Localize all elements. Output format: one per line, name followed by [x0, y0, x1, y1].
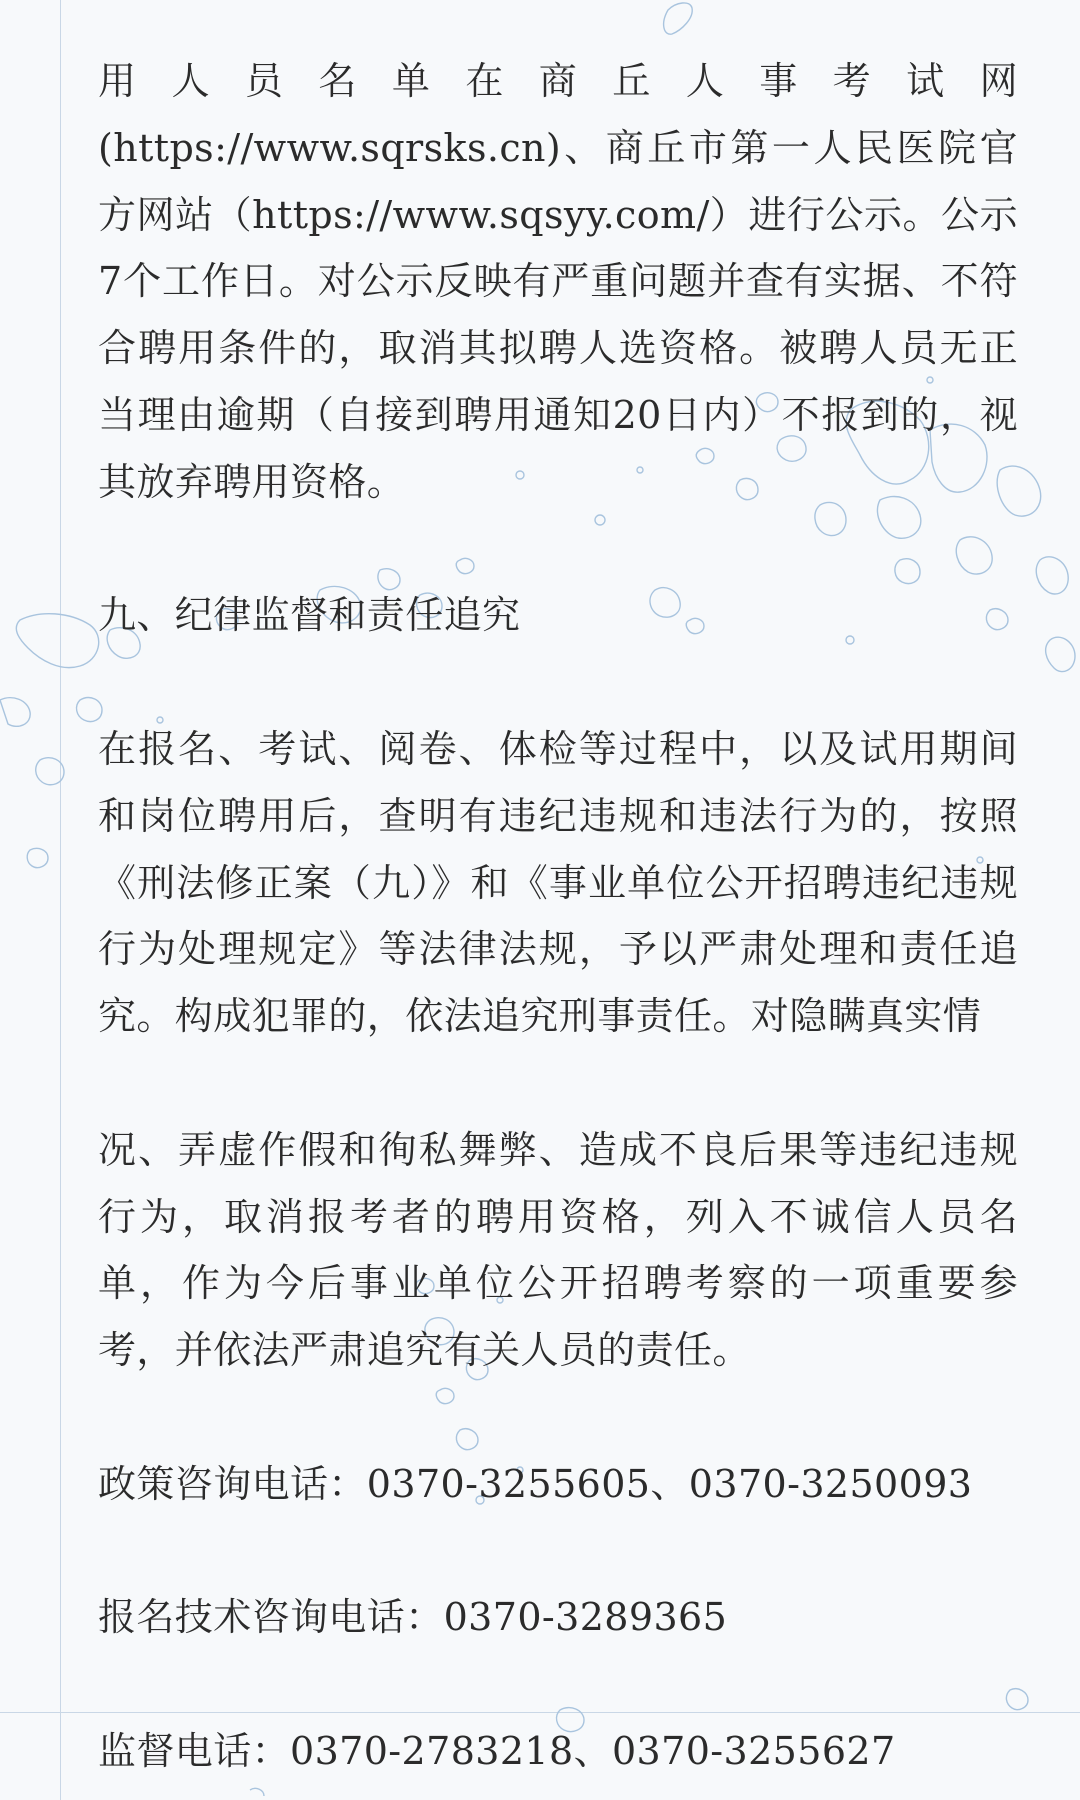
- paragraph-discipline-part1: 在报名、考试、阅卷、体检等过程中，以及试用期间和岗位聘用后，查明有违纪违规和违法行为的，按照《刑法修正案（九）》和《事业单位公开招聘违纪违规行为处理规定》等法律法规，予以严肃处理和责任追究。构成犯罪的，依法追究刑事责任。对隐瞒真实情: [98, 726, 1018, 1039]
- margin-rule-vertical: [60, 0, 61, 1800]
- paragraph-discipline-part2: 况、弄虚作假和徇私舞弊、造成不良后果等违纪违规行为，取消报考者的聘用资格，列入不诚信人员名单，作为今后事业单位公开招聘考察的一项重要参考，并依法严肃追究有关人员的责任。: [98, 1127, 1018, 1373]
- paragraph-spacer: [98, 1651, 1018, 1718]
- paragraph-spacer: [98, 1050, 1018, 1117]
- paragraph-spacer: [98, 649, 1018, 716]
- paragraph-spacer: [98, 1518, 1018, 1585]
- section-heading-discipline: 九、纪律监督和责任追究: [98, 593, 521, 638]
- policy-hotline: 政策咨询电话：0370-3255605、0370-3250093: [98, 1461, 973, 1506]
- paragraph-spacer: [98, 516, 1018, 583]
- document-body: [98, 48, 1018, 1785]
- paragraph-publicity: 用人员名单在商丘人事考试网(https://www.sqrsks.cn)、商丘市第一人民医院官方网站（https://www.sqsyy.com/）进行公示。公示7个工作日。对公示反映有严重问题并查有实据、不符合聘用条件的，取消其拟聘人选资格。被聘人员无正当理由逾期（自接到聘用通知20日内）不报到的，视其放弃聘用资格。: [98, 59, 1018, 504]
- supervision-hotline: 监督电话：0370-2783218、0370-3255627: [98, 1728, 896, 1773]
- tech-support-hotline: 报名技术咨询电话：0370-3289365: [98, 1595, 728, 1640]
- paragraph-spacer: [98, 1384, 1018, 1451]
